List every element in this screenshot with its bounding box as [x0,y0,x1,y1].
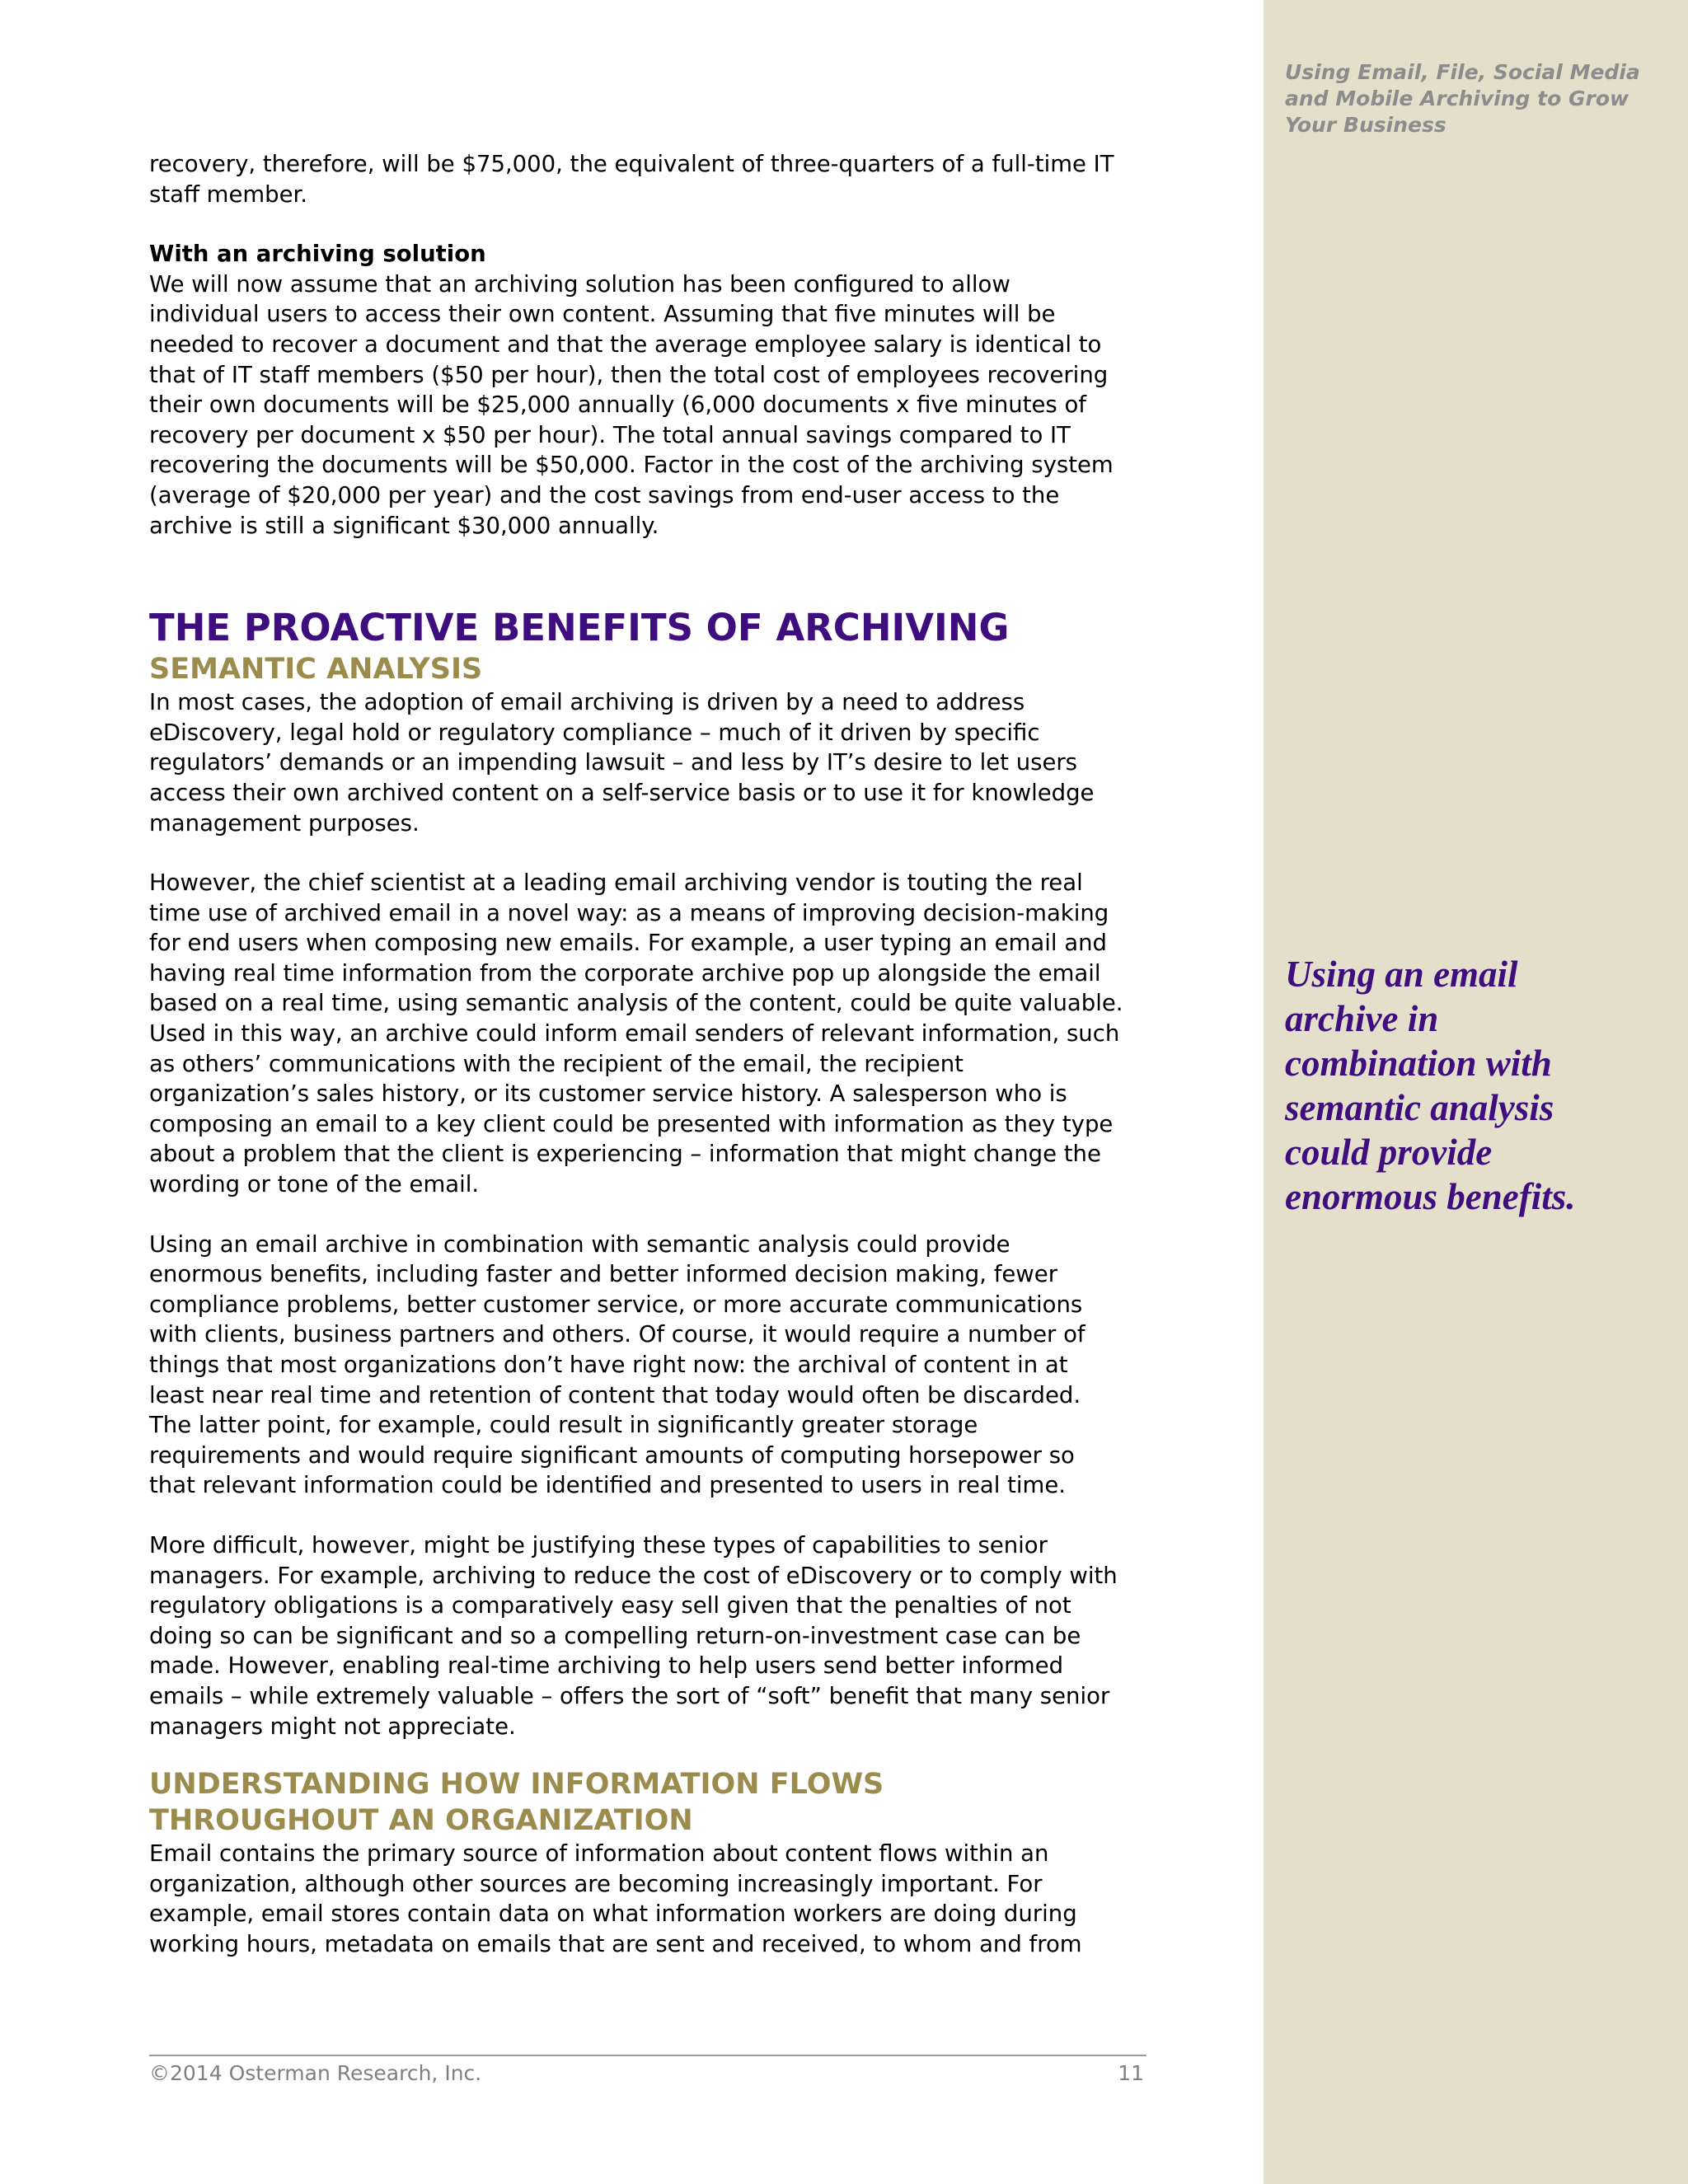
information-flows-heading-line1: UNDERSTANDING HOW INFORMATION FLOWS [149,1768,884,1802]
semantic-paragraph-3: Using an email archive in combination with semantic analysis could provide enormous benefits, including faster and better informed decision making, fewer compliance problems, better customer service, or more accurate communications with clients, business partners and others. Of course, it would require a number of things that most organizations don’t have right now: the archival of content in at least near real time and retention of content that today would often be discarded. The latter point, for example, could result in significantly greater storage requirements and would require significant amounts of computing horsepower so that relevant information could be identified and presented to users in real time. [149,1230,1085,1499]
intro-paragraph: recovery, therefore, will be $75,000, the equivalent of three-quarters of a full-time IT staff member. [149,151,1114,208]
information-flows-paragraph: Email contains the primary source of information about content flows within an organization, although other sources are becoming increasingly important. For example, email stores contain data on what information workers are doing during working hours, metadata on emails that are sent and received, to whom and from [149,1840,1082,1957]
sidebar-running-title: Using Email, File, Social Media and Mobile Archiving to Grow Your Business [1285,60,1640,137]
semantic-analysis-heading: SEMANTIC ANALYSIS [149,653,483,687]
sidebar-panel [1264,0,1688,2184]
main-content [149,149,1126,1960]
information-flows-heading-line2: THROUGHOUT AN ORGANIZATION [149,1804,693,1838]
page-number: 11 [1118,2061,1144,2085]
footer-copyright: ©2014 Osterman Research, Inc. [149,2061,482,2085]
archiving-solution-paragraph: We will now assume that an archiving solution has been configured to allow individual users to access their own content. Assuming that five minutes will be needed to recover a document and that the average employee salary is identical to that of IT staff members ($50 per hour), then the total cost of employees recovering their own documents will be $25,000 annually (6,000 documents x five minutes of recovery per document x $50 per hour). The total annual savings compared to IT recovering the documents will be $50,000. Factor in the cost of the archiving system (average of $20,000 per year) and the cost savings from end-user access to the archive is still a significant $30,000 annually. [149,270,1114,539]
semantic-paragraph-1: In most cases, the adoption of email archiving is driven by a need to address eDiscovery, legal hold or regulatory compliance – much of it driven by specific regulators’ demands or an impending lawsuit – and less by IT’s desire to let users access their own archived content on a self-service basis or to use it for knowledge management purposes. [149,689,1095,837]
pull-quote: Using an email archive in combination with semantic analysis could provide enormous benefits. [1285,954,1576,1217]
semantic-paragraph-2: However, the chief scientist at a leading email archiving vendor is touting the real time use of archived email in a novel way: as a means of improving decision-making for end users when composing new emails. For example, a user typing an email and having real time information from the corporate archive pop up alongside the email based on a real time, using semantic analysis of the content, could be quite valuable. Used in this way, an archive could inform email senders of relevant information, such as others’ communications with the recipient of the email, the recipient organization’s sales history, or its customer service history. A salesperson who is composing an email to a key client could be presented with information as they type about a problem that the client is experiencing – information that might change the wording or tone of the email. [149,869,1123,1198]
footer-divider [149,2055,1146,2056]
archiving-solution-subhead: With an archiving solution [149,241,486,268]
semantic-paragraph-4: More difficult, however, might be justifying these types of capabilities to senior managers. For example, archiving to reduce the cost of eDiscovery or to comply with regulatory obligations is a comparatively easy sell given that the penalties of not doing so can be significant and so a compelling return-on-investment case can be made. However, enabling real-time archiving to help users send better informed emails – while extremely valuable – offers the sort of “soft” benefit that many senior managers might not appreciate. [149,1531,1118,1740]
section-title: THE PROACTIVE BENEFITS OF ARCHIVING [149,606,1010,650]
information-flows-heading [149,1766,1126,1839]
